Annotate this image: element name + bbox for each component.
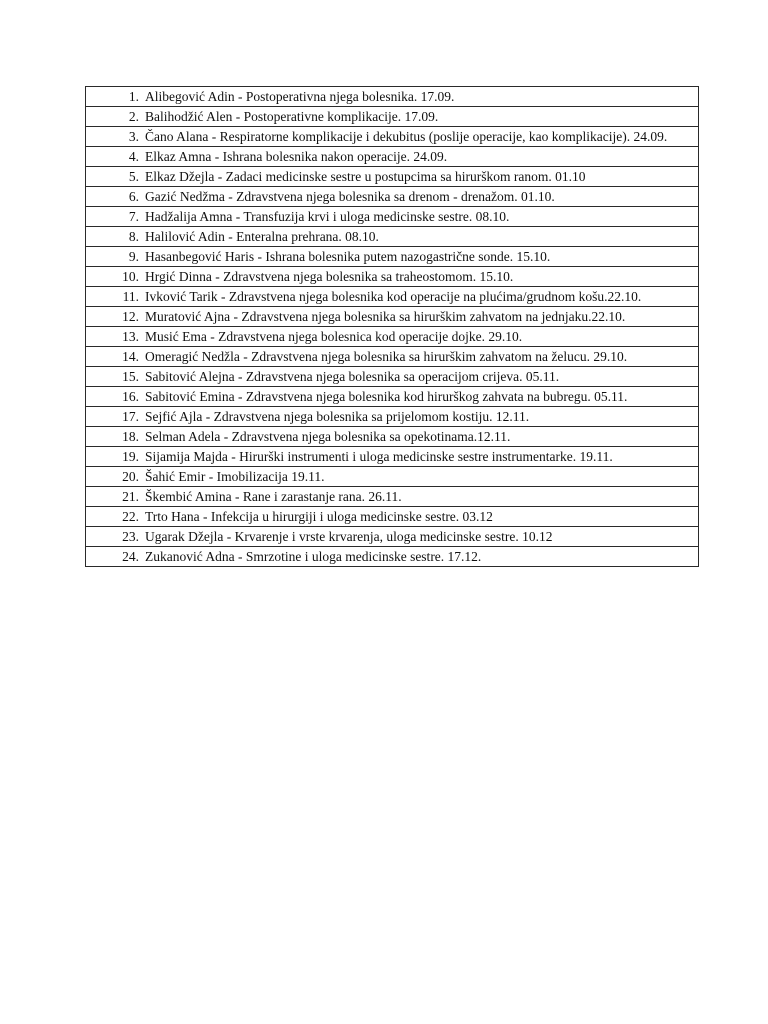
table-cell: [86, 487, 699, 507]
item-number: 16.: [122, 389, 139, 404]
list-item: [86, 129, 694, 144]
list-item: [86, 269, 694, 284]
item-number: 11.: [122, 289, 139, 304]
list-item: [86, 389, 694, 404]
item-number: 2.: [128, 109, 139, 124]
table-row: [86, 107, 699, 127]
table-cell: [86, 207, 699, 227]
table-cell: [86, 427, 699, 447]
item-text: Škembić Amina - Rane i zarastanje rana. 26.11.: [145, 489, 402, 504]
item-text: Sabitović Emina - Zdravstvena njega bolesnika kod hirurškog zahvata na bubregu. 05.11.: [145, 389, 628, 404]
table-cell: [86, 247, 699, 267]
table-cell: [86, 547, 699, 567]
table-cell: [86, 367, 699, 387]
item-text: Hasanbegović Haris - Ishrana bolesnika putem nazogastrične sonde. 15.10.: [145, 249, 551, 264]
item-text: Ugarak Džejla - Krvarenje i vrste krvarenja, uloga medicinske sestre. 10.12: [145, 529, 553, 544]
table-cell: [86, 347, 699, 367]
table-cell: [86, 387, 699, 407]
item-number: 8.: [128, 229, 139, 244]
table-row: [86, 227, 699, 247]
table-row: [86, 87, 699, 107]
table-cell: [86, 147, 699, 167]
table-row: [86, 447, 699, 467]
table-cell: [86, 227, 699, 247]
item-number: 23.: [122, 529, 139, 544]
item-text: Musić Ema - Zdravstvena njega bolesnica kod operacije dojke. 29.10.: [145, 329, 523, 344]
table-cell: [86, 267, 699, 287]
list-item: [86, 289, 694, 304]
item-number: 21.: [122, 489, 139, 504]
item-text: Ivković Tarik - Zdravstvena njega bolesnika kod operacije na plućima/grudnom košu.22.10.: [145, 289, 642, 304]
table-row: [86, 467, 699, 487]
item-number: 6.: [128, 189, 139, 204]
item-number: 12.: [122, 309, 139, 324]
table-row: [86, 127, 699, 147]
table-cell: [86, 407, 699, 427]
list-item: [86, 549, 694, 564]
item-text: Trto Hana - Infekcija u hirurgiji i uloga medicinske sestre. 03.12: [145, 509, 493, 524]
list-item: [86, 409, 694, 424]
table-cell: [86, 87, 699, 107]
item-text: Šahić Emir - Imobilizacija 19.11.: [145, 469, 325, 484]
list-item: [86, 229, 694, 244]
item-number: 22.: [122, 509, 139, 524]
assignment-table: [85, 86, 699, 567]
list-item: [86, 429, 694, 444]
item-text: Alibegović Adin - Postoperativna njega bolesnika. 17.09.: [145, 89, 455, 104]
table-row: [86, 487, 699, 507]
list-item: [86, 189, 694, 204]
table-row: [86, 507, 699, 527]
list-item: [86, 449, 694, 464]
list-item: [86, 249, 694, 264]
table-row: [86, 187, 699, 207]
item-number: 1.: [128, 89, 139, 104]
table-row: [86, 347, 699, 367]
item-text: Selman Adela - Zdravstvena njega bolesnika sa opekotinama.12.11.: [145, 429, 511, 444]
assignment-table-body: [86, 87, 699, 567]
list-item: [86, 109, 694, 124]
item-number: 20.: [122, 469, 139, 484]
table-cell: [86, 167, 699, 187]
list-item: [86, 349, 694, 364]
table-row: [86, 287, 699, 307]
table-cell: [86, 447, 699, 467]
item-number: 24.: [122, 549, 139, 564]
table-row: [86, 407, 699, 427]
item-number: 3.: [128, 129, 139, 144]
table-cell: [86, 187, 699, 207]
table-cell: [86, 127, 699, 147]
table-row: [86, 327, 699, 347]
list-item: [86, 309, 694, 324]
item-text: Sejfić Ajla - Zdravstvena njega bolesnika sa prijelomom kostiju. 12.11.: [145, 409, 530, 424]
list-item: [86, 469, 694, 484]
item-text: Balihodžić Alen - Postoperativne komplikacije. 17.09.: [145, 109, 439, 124]
item-number: 4.: [128, 149, 139, 164]
item-text: Sabitović Alejna - Zdravstvena njega bolesnika sa operacijom crijeva. 05.11.: [145, 369, 560, 384]
list-item: [86, 529, 694, 544]
item-text: Sijamija Majda - Hirurški instrumenti i uloga medicinske sestre instrumentarke. 19.11.: [145, 449, 613, 464]
item-number: 7.: [128, 209, 139, 224]
item-text: Hrgić Dinna - Zdravstvena njega bolesnika sa traheostomom. 15.10.: [145, 269, 514, 284]
table-cell: [86, 467, 699, 487]
item-number: 19.: [122, 449, 139, 464]
table-cell: [86, 527, 699, 547]
table-row: [86, 207, 699, 227]
list-item: [86, 169, 694, 184]
table-row: [86, 387, 699, 407]
item-number: 14.: [122, 349, 139, 364]
item-text: Omeragić Nedžla - Zdravstvena njega bolesnika sa hirurškim zahvatom na želucu. 29.10.: [145, 349, 628, 364]
item-text: Elkaz Amna - Ishrana bolesnika nakon operacije. 24.09.: [145, 149, 448, 164]
item-text: Čano Alana - Respiratorne komplikacije i dekubitus (poslije operacije, kao komplikacije). 24.09.: [145, 129, 668, 144]
item-number: 13.: [122, 329, 139, 344]
list-item: [86, 489, 694, 504]
list-item: [86, 149, 694, 164]
list-item: [86, 209, 694, 224]
item-text: Gazić Nedžma - Zdravstvena njega bolesnika sa drenom - drenažom. 01.10.: [145, 189, 555, 204]
list-item: [86, 509, 694, 524]
item-text: Zukanović Adna - Smrzotine i uloga medicinske sestre. 17.12.: [145, 549, 482, 564]
table-cell: [86, 327, 699, 347]
table-row: [86, 367, 699, 387]
table-cell: [86, 507, 699, 527]
item-number: 9.: [128, 249, 139, 264]
list-item: [86, 329, 694, 344]
item-number: 15.: [122, 369, 139, 384]
table-row: [86, 267, 699, 287]
table-cell: [86, 307, 699, 327]
item-text: Elkaz Džejla - Zadaci medicinske sestre u postupcima sa hirurškom ranom. 01.10: [145, 169, 586, 184]
table-row: [86, 427, 699, 447]
list-item: [86, 369, 694, 384]
item-text: Muratović Ajna - Zdravstvena njega bolesnika sa hirurškim zahvatom na jednjaku.22.10.: [145, 309, 626, 324]
item-number: 10.: [122, 269, 139, 284]
item-number: 17.: [122, 409, 139, 424]
item-text: Halilović Adin - Enteralna prehrana. 08.10.: [145, 229, 379, 244]
table-row: [86, 307, 699, 327]
table-cell: [86, 107, 699, 127]
item-number: 5.: [128, 169, 139, 184]
table-row: [86, 527, 699, 547]
item-text: Hadžalija Amna - Transfuzija krvi i uloga medicinske sestre. 08.10.: [145, 209, 510, 224]
table-row: [86, 547, 699, 567]
table-cell: [86, 287, 699, 307]
item-number: 18.: [122, 429, 139, 444]
table-row: [86, 247, 699, 267]
list-item: [86, 89, 694, 104]
table-row: [86, 147, 699, 167]
table-row: [86, 167, 699, 187]
